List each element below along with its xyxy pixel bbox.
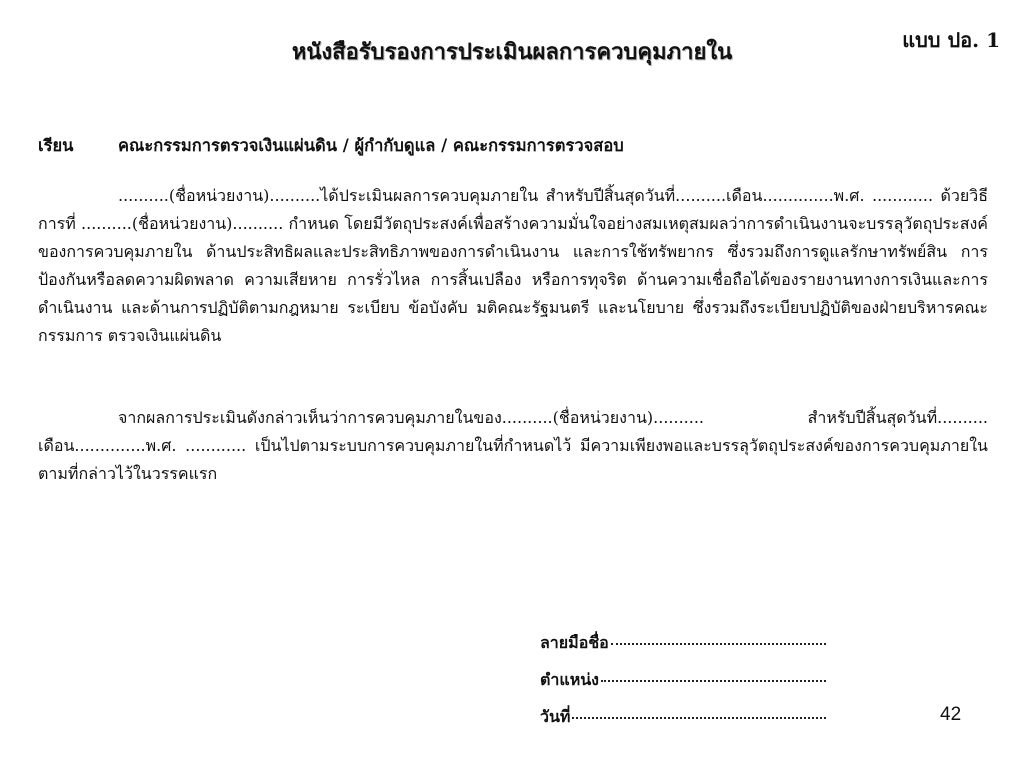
signature-dotted-line: [611, 643, 826, 645]
position-dotted-line: [601, 680, 826, 682]
document-title: หนังสือรับรองการประเมินผลการควบคุมภายใน: [291, 39, 733, 65]
position-label: ตำแหน่ง: [540, 670, 599, 689]
body-paragraph-1: [38, 182, 988, 350]
signature-line: [540, 624, 826, 661]
page-number: 42: [940, 704, 962, 725]
position-line: [540, 661, 826, 698]
salutation-label: เรียน: [38, 136, 74, 155]
date-dotted-line: [572, 717, 826, 719]
salutation-recipients: คณะกรรมการตรวจเงินแผ่นดิน / ผู้กำกับดูแล / คณะกรรมการตรวจสอบ: [118, 136, 624, 155]
salutation: [38, 133, 624, 159]
paragraph-2-text: จากผลการประเมินดังกล่าวเห็นว่าการควบคุมภายในของ..........(ชื่อหน่วยงาน).......... สำหรับปีสิ้นสุดวันที่.......... เดือน..............พ.ศ. ............ เป็นไปตามระบบการควบคุมภายในที่กำหนดไว้ มีความเพียงพอและบรรลุวัตถุประสงค์ของการควบคุมภายในตามที่กล่าวไว้ในวรรคแรก: [38, 408, 988, 483]
body-paragraph-2: [38, 404, 988, 488]
date-label: วันที่: [540, 707, 571, 726]
paragraph-1-text: ..........(ชื่อหน่วยงาน)..........ได้ประเมินผลการควบคุมภายใน สำหรับปีสิ้นสุดวันที่..........เดือน..............พ.ศ. ............ ด้วยวิธีการที่ ..........(ชื่อหน่วยงาน).......... กำหนด โดยมีวัตถุประสงค์เพื่อสร้างความมั่นใจอย่างสมเหตุสมผลว่าการดำเนินงานจะบรรลุวัตถุประสงค์ของการควบคุมภายใน ด้านประสิทธิผลและประสิทธิภาพของการดำเนินงาน และการใช้ทรัพยากร ซึ่งรวมถึงการดูแลรักษาทรัพย์สิน การป้องกันหรือลดความผิดพลาด ความเสียหาย การรั่วไหล การสิ้นเปลือง หรือการทุจริต ด้านความเชื่อถือได้ของรายงานทางการเงินและการดำเนินงาน และด้านการปฏิบัติตามกฎหมาย ระเบียบ ข้อบังคับ มติคณะรัฐมนตรี และนโยบาย ซึ่งรวมถึงระเบียบปฏิบัติของฝ่ายบริหารคณะกรรมการ ตรวจเงินแผ่นดิน: [38, 186, 988, 345]
form-code: แบบ ปอ. 1: [902, 28, 1000, 52]
date-line: [540, 698, 826, 735]
signature-block: [540, 624, 826, 735]
signature-label: ลายมือชื่อ: [540, 633, 609, 652]
